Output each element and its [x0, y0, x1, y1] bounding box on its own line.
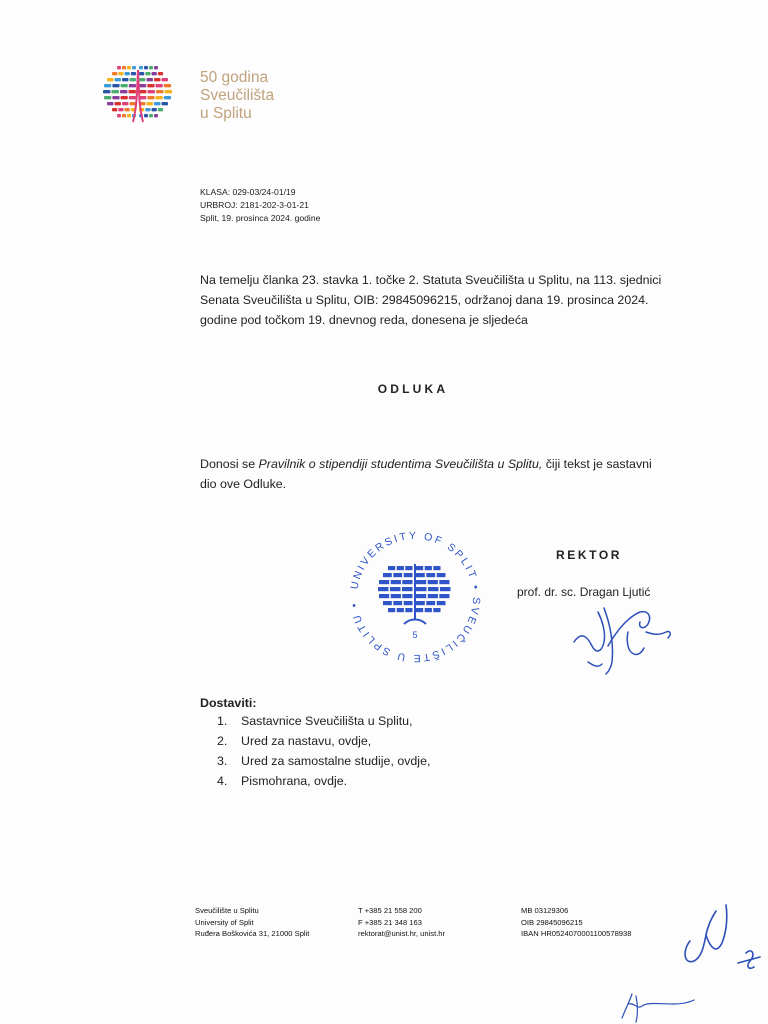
logo-text — [200, 69, 274, 123]
stamp-tree-stripe — [404, 601, 413, 605]
logo-stripe — [112, 96, 119, 99]
logo-stripe — [121, 96, 128, 99]
stamp-tree-stripe — [437, 601, 446, 605]
stamp-tree-stripe — [416, 580, 426, 584]
logo-stripe — [132, 66, 136, 69]
logo-stripe — [152, 108, 157, 111]
regulation-title: Pravilnik o stipendiji studentima Sveučilišta u Splitu, — [258, 457, 543, 471]
logo-stripe — [147, 96, 154, 99]
stamp-tree-stripe — [405, 566, 412, 570]
logo-stripe — [131, 72, 136, 75]
stamp-tree-stripe — [428, 587, 439, 591]
logo-stripe — [139, 78, 146, 81]
logo-stripe — [129, 90, 137, 93]
logo-stripe — [107, 78, 114, 81]
logo-stripe — [144, 66, 148, 69]
logo-stripe — [147, 102, 154, 105]
stamp-tree-stripe — [428, 594, 438, 598]
stamp-tree-stripe — [393, 573, 402, 577]
footer-address — [195, 905, 309, 940]
logo-stripe — [144, 114, 148, 117]
university-stamp — [344, 526, 486, 668]
list-item-text: Ured za nastavu, ovdje, — [241, 734, 372, 748]
handwritten-signature — [568, 602, 678, 680]
logo-stripe — [107, 102, 114, 105]
logo-stripe — [145, 108, 150, 111]
stamp-tree-stripe — [425, 608, 432, 612]
logo-stripe — [164, 96, 171, 99]
stamp-tree-stripe — [388, 566, 395, 570]
list-item — [217, 711, 430, 731]
decision-suffix: čiji tekst je sastavni dio ove Odluke. — [200, 457, 652, 491]
logo-stripe — [130, 78, 137, 81]
logo-stripe — [118, 72, 123, 75]
decision-prefix: Donosi se — [200, 457, 259, 471]
logo-line-2: Sveučilišta — [200, 87, 275, 104]
footer-line: rektorat@unist.hr, unist.hr — [358, 929, 446, 938]
stamp-tree-stripe — [391, 594, 401, 598]
stamp-tree-stripe — [378, 587, 389, 591]
signatory-name: prof. dr. sc. Dragan Ljutić — [517, 585, 651, 599]
stamp-tree-stripe — [402, 594, 412, 598]
logo-stripe — [121, 84, 128, 87]
stamp-tree-stripe — [416, 601, 425, 605]
stamp-tree-stripe — [439, 594, 449, 598]
logo-stripe — [139, 84, 146, 87]
logo-stripe — [139, 72, 144, 75]
logo-stripe — [112, 108, 117, 111]
logo-stripe — [158, 108, 163, 111]
list-item-text: Ured za samostalne studije, ovdje, — [241, 754, 431, 768]
list-item-number: 4. — [217, 774, 228, 788]
stamp-tree-stripe — [426, 573, 435, 577]
logo-stripe — [152, 72, 157, 75]
logo-stripe — [156, 84, 163, 87]
logo-stripe — [103, 90, 111, 93]
logo-stripe — [164, 84, 171, 87]
logo-stripe — [104, 96, 111, 99]
distribution-title: Dostaviti: — [200, 696, 257, 710]
logo-stripe — [127, 66, 131, 69]
stamp-tree-stripe — [402, 587, 413, 591]
logo-stripe — [112, 90, 120, 93]
list-item — [217, 771, 430, 791]
footer-line: F +385 21 348 163 — [358, 917, 422, 927]
logo-stripe — [127, 114, 131, 117]
stamp-tree-stripe — [404, 573, 413, 577]
logo-stripe — [118, 108, 123, 111]
stamp-tree-stripe — [393, 601, 402, 605]
logo-stripe — [115, 102, 122, 105]
stamp-tree-stripe — [439, 580, 449, 584]
stamp-number: 5 — [412, 630, 418, 640]
stamp-ring-text: UNIVERSITY OF SPLIT • SVEUČILIŠTE U SPLITU • — [348, 529, 483, 665]
stamp-tree-stripe — [433, 566, 440, 570]
logo-stripe — [125, 108, 130, 111]
logo-stripe — [145, 72, 150, 75]
logo-stripe — [156, 96, 163, 99]
logo-line-1: 50 godina — [200, 69, 269, 86]
logo-stripe — [149, 66, 153, 69]
footer-initials — [618, 974, 768, 1024]
list-item — [217, 751, 430, 771]
logo-stripe — [122, 78, 129, 81]
urbroj: URBROJ: 2181-202-3-01-21 — [200, 200, 309, 210]
stamp-tree-stripe — [440, 587, 451, 591]
stamp-tree-stripe — [416, 594, 426, 598]
logo-stripe — [125, 72, 130, 75]
logo-stripe — [149, 114, 153, 117]
logo-stripe — [129, 84, 136, 87]
footer-line: MB 03129306 — [521, 906, 569, 915]
logo-stripe — [139, 66, 143, 69]
stamp-tree-stripe — [390, 587, 401, 591]
klasa: KLASA: 029-03/24-01/19 — [200, 187, 296, 197]
stamp-tree-stripe — [416, 566, 423, 570]
logo-stripe — [104, 84, 111, 87]
stamp-tree-stripe — [383, 601, 392, 605]
footer-line: University of Split — [195, 917, 254, 927]
stamp-tree-stripe — [379, 580, 389, 584]
stamp-tree-emblem — [378, 564, 451, 624]
logo-stripe — [162, 102, 169, 105]
list-item-text: Pismohrana, ovdje. — [241, 774, 348, 788]
footer-contact — [358, 905, 445, 940]
list-item-number: 3. — [217, 754, 228, 768]
stamp-tree-stripe — [433, 608, 440, 612]
place-date: Split, 19. prosinca 2024. godine — [200, 213, 321, 223]
stamp-tree-stripe — [397, 608, 404, 612]
logo-stripe — [147, 78, 154, 81]
stamp-tree-stripe — [426, 601, 435, 605]
signatory-title: REKTOR — [556, 548, 623, 562]
footer-line: Sveučilište u Splitu — [195, 906, 259, 915]
footer-line: IBAN HR0524070001100578938 — [521, 929, 632, 938]
logo-stripe — [115, 78, 122, 81]
stamp-tree-stripe — [428, 580, 438, 584]
logo-stripe — [162, 78, 169, 81]
reference-block — [200, 186, 320, 225]
logo-stripe — [112, 72, 117, 75]
logo-stripe — [165, 90, 173, 93]
logo-stripe — [158, 72, 163, 75]
logo-stripe — [122, 114, 126, 117]
list-item-number: 1. — [217, 714, 228, 728]
intro-paragraph: Na temelju članka 23. stavka 1. točke 2. Statuta Sveučilišta u Splitu, na 113. sjednici Senata Sveučilišta u Splitu, OIB: 29845096215, održanoj dana 19. prosinca 2024. godine pod točkom 19. dnevnog reda, donesena je sljedeća — [200, 273, 662, 327]
decision-paragraph — [200, 454, 670, 494]
stamp-tree-stripe — [397, 566, 404, 570]
footer-line: OIB 29845096215 — [521, 917, 583, 927]
logo-stripe — [154, 78, 161, 81]
stamp-tree-stripe — [402, 580, 412, 584]
stamp-tree-stripe — [416, 587, 427, 591]
stamp-tree-stripe — [383, 573, 392, 577]
footer-line: Ruđera Boškovića 31, 21000 Split — [195, 929, 310, 938]
list-item — [217, 731, 430, 751]
stamp-tree-stripe — [388, 608, 395, 612]
logo-stripe — [156, 90, 164, 93]
logo-stripe — [129, 96, 136, 99]
margin-initials — [676, 895, 764, 977]
logo-stripe — [117, 114, 121, 117]
stamp-tree-stripe — [425, 566, 432, 570]
distribution-list — [217, 711, 430, 791]
footer-registration — [521, 905, 631, 940]
stamp-tree-stripe — [379, 594, 389, 598]
stamp-tree-stripe — [437, 573, 446, 577]
logo-stripe — [154, 66, 158, 69]
logo-line-3: u Splitu — [200, 105, 252, 122]
stamp-tree-stripe — [391, 580, 401, 584]
stamp-tree-stripe — [416, 608, 423, 612]
list-item-number: 2. — [217, 734, 228, 748]
logo-stripe — [147, 84, 154, 87]
logo-stripe — [122, 66, 126, 69]
stamp-tree-stripe — [405, 608, 412, 612]
logo-stripe — [148, 90, 156, 93]
logo-stripe — [120, 90, 128, 93]
logo-stripe — [154, 102, 161, 105]
footer-line: T +385 21 558 200 — [358, 906, 422, 915]
university-logo — [93, 62, 183, 126]
document-heading: ODLUKA — [377, 382, 449, 396]
list-item-text: Sastavnice Sveučilišta u Splitu, — [241, 714, 413, 728]
stamp-tree-stripe — [416, 573, 425, 577]
logo-stripe — [112, 84, 119, 87]
logo-stripe — [122, 102, 129, 105]
logo-stripe — [154, 114, 158, 117]
logo-stripe — [117, 66, 121, 69]
